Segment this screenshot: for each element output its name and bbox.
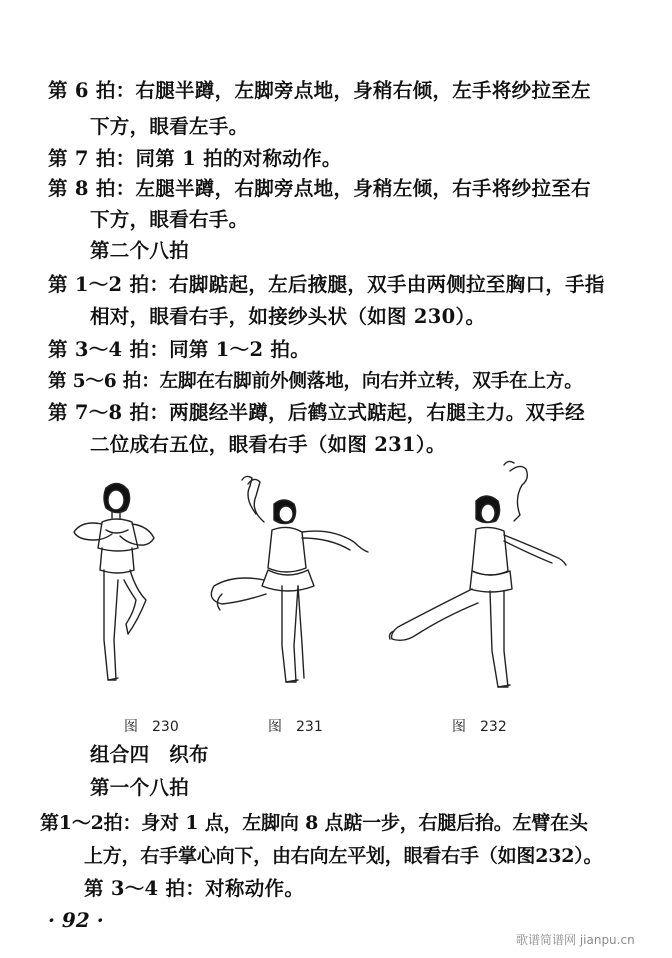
- section-heading-second-eight: 第二个八拍: [90, 239, 190, 262]
- text-line-11: 第 7～8 拍：两腿经半蹲，后鹤立式踮起，右腿主力。双手经: [48, 401, 585, 424]
- text-line-3: 第 7 拍：同第 1 拍的对称动作。: [48, 147, 342, 170]
- text-line-4: 第 8 拍：左腿半蹲，右脚旁点地，身稍左倾，右手将纱拉至右: [48, 177, 591, 200]
- section-heading-combo-four: 组合四 织布: [90, 743, 209, 766]
- figure-caption-232: 图 232: [452, 719, 507, 735]
- text-line-15: 第1～2拍：身对 1 点，左脚向 8 点踮一步，右腿后抬。左臂在头: [40, 812, 588, 834]
- text-line-16: 上方，右手掌心向下，由右向左平划，眼看右手（如图232）。: [84, 845, 603, 867]
- text-line-1: 第 6 拍：右腿半蹲，左脚旁点地，身稍右倾，左手将纱拉至左: [48, 79, 591, 102]
- text-line-9: 第 3～4 拍：同第 1～2 拍。: [48, 338, 311, 361]
- text-line-7: 第 1～2 拍：右脚踮起，左后掖腿，双手由两侧拉至胸口，手指: [48, 273, 605, 296]
- dancer-figure-230: [62, 478, 172, 690]
- dancer-figure-icon: [62, 478, 172, 690]
- section-heading-first-eight: 第一个八拍: [90, 776, 190, 799]
- dancer-figure-232: [380, 455, 570, 695]
- text-line-12: 二位成右五位，眼看右手（如图 231）。: [90, 433, 446, 456]
- dancer-figure-231: [198, 470, 378, 690]
- text-line-8: 相对，眼看右手，如接纱头状（如图 230）。: [90, 305, 486, 328]
- dancer-figure-icon: [198, 470, 378, 690]
- watermark: 歌谱简谱网 jianpu.cn: [516, 933, 635, 947]
- dancer-figure-icon: [380, 455, 570, 695]
- figure-caption-231: 图 231: [268, 719, 323, 735]
- text-line-2: 下方，眼看左手。: [90, 115, 249, 138]
- text-line-5: 下方，眼看右手。: [90, 208, 249, 231]
- text-line-10: 第 5～6 拍：左脚在右脚前外侧落地，向右并立转，双手在上方。: [48, 371, 583, 392]
- text-line-17: 第 3～4 拍：对称动作。: [84, 877, 305, 900]
- figure-caption-230: 图 230: [124, 719, 179, 735]
- page-number: · 92 ·: [48, 908, 104, 932]
